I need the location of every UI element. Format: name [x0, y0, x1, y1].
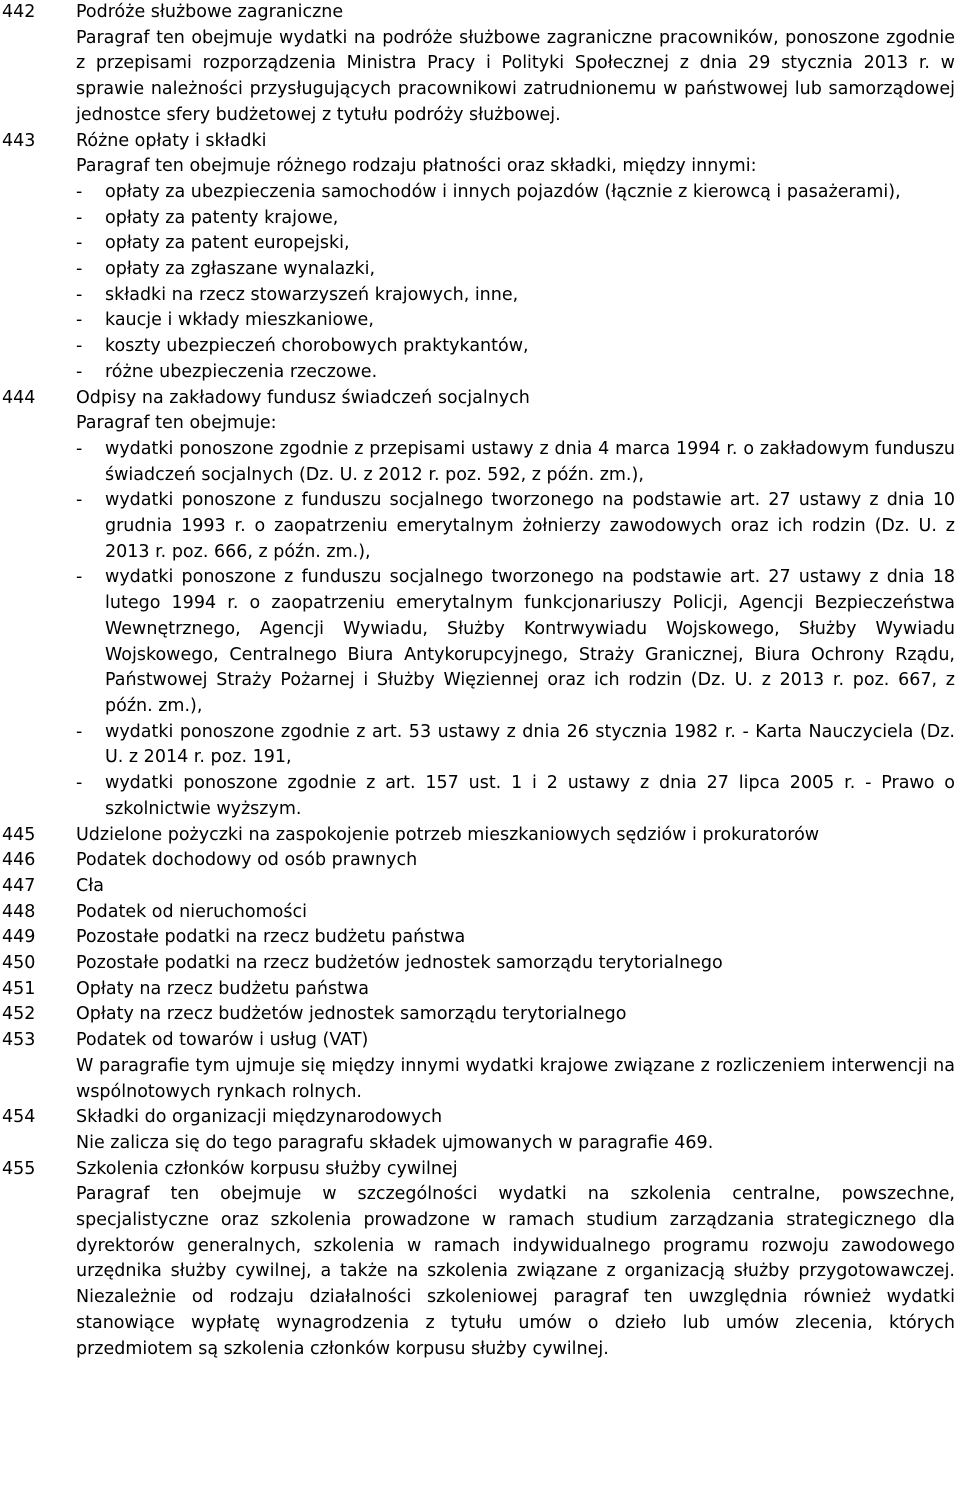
paragraph-number: 454 [2, 1107, 36, 1128]
paragraph-description: Nie zalicza się do tego paragrafu składek ujmowanych w paragrafie 469. [76, 1132, 714, 1153]
paragraph-content [76, 1105, 960, 1156]
paragraph-content [76, 925, 960, 951]
paragraph-entry-443 [0, 129, 960, 386]
paragraph-title: Różne opłaty i składki [76, 130, 267, 151]
paragraph-number: 446 [2, 850, 36, 871]
paragraph-title: Opłaty na rzecz budżetów jednostek samorządu terytorialnego [76, 1004, 627, 1025]
list-item: - koszty ubezpieczeń chorobowych praktykantów, [76, 334, 955, 360]
paragraph-title: Podróże służbowe zagraniczne [76, 2, 344, 22]
paragraph-description: Paragraf ten obejmuje wydatki na podróże służbowe zagraniczne pracowników, ponoszone zgodnie z przepisami rozporządzenia Ministra Pracy i Polityki Społecznej z dnia 29 stycznia 2013 r. w sprawie należności przysługujących pracownikowi zatrudnionemu w państwowej lub samorządowej jednostce sfery budżetowej z tytułu podróży służbowej. [76, 27, 955, 125]
paragraph-number: 447 [2, 875, 36, 896]
paragraph-entry-448 [0, 900, 960, 926]
paragraph-content [76, 977, 960, 1003]
paragraph-entry-447 [0, 874, 960, 900]
list-item: - wydatki ponoszone z funduszu socjalnego tworzonego na podstawie art. 27 ustawy z dnia 10 grudnia 1993 r. o zaopatrzeniu emerytalnym żołnierzy zawodowych oraz ich rodzin (Dz. U. z 2013 r. poz. 666, z późn. zm.), [76, 488, 955, 565]
list-item: - wydatki ponoszone z funduszu socjalnego tworzonego na podstawie art. 27 ustawy z dnia 18 lutego 1994 r. o zaopatrzeniu emerytalnym funkcjonariuszy Policji, Agencji Bezpieczeństwa Wewnętrznego, Agencji Wywiadu, Służby Kontrwywiadu Wojskowego, Służby Wywiadu Wojskowego, Centralnego Biura Antykorupcyjnego, Straży Granicznej, Biura Ochrony Rządu, Państwowej Straży Pożarnej i Służby Więziennej oraz ich rodzin (Dz. U. z 2013 r. poz. 667, z późn. zm.), [76, 565, 955, 719]
paragraph-content [76, 1002, 960, 1028]
paragraph-number: 443 [2, 130, 36, 151]
paragraph-title: Cła [76, 875, 104, 896]
paragraph-entry-453 [0, 1028, 960, 1105]
paragraph-description: W paragrafie tym ujmuje się między innymi wydatki krajowe związane z rozliczeniem interwencji na wspólnotowych rynkach rolnych. [76, 1055, 955, 1102]
list-item: - opłaty za patenty krajowe, [76, 206, 955, 232]
paragraph-description: Paragraf ten obejmuje: [76, 413, 277, 434]
list-item: - opłaty za zgłaszane wynalazki, [76, 257, 955, 283]
paragraph-title: Podatek dochodowy od osób prawnych [76, 850, 418, 871]
paragraph-number: 453 [2, 1030, 36, 1051]
paragraph-description: Paragraf ten obejmuje różnego rodzaju płatności oraz składki, między innymi: [76, 156, 757, 177]
paragraph-title: Składki do organizacji międzynarodowych [76, 1107, 443, 1128]
paragraph-title: Opłaty na rzecz budżetu państwa [76, 978, 369, 999]
paragraph-number: 455 [2, 1158, 36, 1179]
paragraph-number: 452 [2, 1004, 36, 1025]
paragraph-description: Paragraf ten obejmuje w szczególności wydatki na szkolenia centralne, powszechne, specjalistyczne oraz szkolenia prowadzone w ramach studium zarządzania strategicznego dla dyrektorów generalnych, szkolenia w ramach indywidualnego programu rozwoju zawodowego urzędnika służby cywilnej, a także na szkolenia związane z organizacją służby przygotowawczej. Niezależnie od rodzaju działalności szkoleniowej paragraf ten uwzględnia również wydatki stanowiące wypłatę wynagrodzenia z tytułu umów o dzieło lub umów zlecenia, których przedmiotem są szkolenia członków korpusu służby cywilnej. [76, 1184, 955, 1359]
paragraph-number: 449 [2, 927, 36, 948]
item-list [76, 437, 955, 823]
list-item: - różne ubezpieczenia rzeczowe. [76, 360, 955, 386]
paragraph-entry-450 [0, 951, 960, 977]
paragraph-content [76, 1157, 960, 1363]
paragraph-entry-445 [0, 823, 960, 849]
paragraph-content [76, 1028, 960, 1105]
list-item: - wydatki ponoszone zgodnie z art. 157 ust. 1 i 2 ustawy z dnia 27 lipca 2005 r. - Prawo o szkolnictwie wyższym. [76, 771, 955, 822]
paragraph-content [76, 0, 960, 129]
paragraph-number: 450 [2, 953, 36, 974]
paragraph-title: Szkolenia członków korpusu służby cywilnej [76, 1158, 458, 1179]
item-list [76, 180, 955, 386]
paragraph-title: Odpisy na zakładowy fundusz świadczeń socjalnych [76, 387, 530, 408]
paragraph-entry-454 [0, 1105, 960, 1156]
paragraph-content [76, 874, 960, 900]
paragraph-title: Udzielone pożyczki na zaspokojenie potrzeb mieszkaniowych sędziów i prokuratorów [76, 824, 820, 845]
paragraph-number: 442 [2, 2, 36, 22]
paragraph-title: Podatek od nieruchomości [76, 901, 307, 922]
list-item: - opłaty za ubezpieczenia samochodów i innych pojazdów (łącznie z kierowcą i pasażerami), [76, 180, 955, 206]
list-item: - wydatki ponoszone zgodnie z art. 53 ustawy z dnia 26 stycznia 1982 r. - Karta Nauczyciela (Dz. U. z 2014 r. poz. 191, [76, 720, 955, 771]
paragraph-entry-451 [0, 977, 960, 1003]
list-item: - opłaty za patent europejski, [76, 231, 955, 257]
list-item: - składki na rzecz stowarzyszeń krajowych, inne, [76, 283, 955, 309]
paragraph-content [76, 900, 960, 926]
paragraph-number: 445 [2, 824, 36, 845]
paragraph-content [76, 823, 960, 849]
paragraph-content [76, 129, 960, 386]
paragraph-content [76, 848, 960, 874]
paragraph-entry-444 [0, 386, 960, 823]
paragraph-title: Pozostałe podatki na rzecz budżetów jednostek samorządu terytorialnego [76, 953, 723, 974]
list-item: - kaucje i wkłady mieszkaniowe, [76, 308, 955, 334]
paragraph-content [76, 951, 960, 977]
paragraph-entry-446 [0, 848, 960, 874]
paragraph-entry-449 [0, 925, 960, 951]
list-item: - wydatki ponoszone zgodnie z przepisami ustawy z dnia 4 marca 1994 r. o zakładowym funduszu świadczeń socjalnych (Dz. U. z 2012 r. poz. 592, z późn. zm.), [76, 437, 955, 488]
paragraph-number: 448 [2, 901, 36, 922]
paragraph-entry-442 [0, 0, 960, 129]
paragraph-content [76, 386, 960, 823]
paragraph-number: 444 [2, 387, 36, 408]
paragraph-number: 451 [2, 978, 36, 999]
paragraph-entry-452 [0, 1002, 960, 1028]
paragraph-entry-455 [0, 1157, 960, 1363]
paragraph-title: Podatek od towarów i usług (VAT) [76, 1030, 369, 1051]
paragraph-title: Pozostałe podatki na rzecz budżetu państwa [76, 927, 466, 948]
